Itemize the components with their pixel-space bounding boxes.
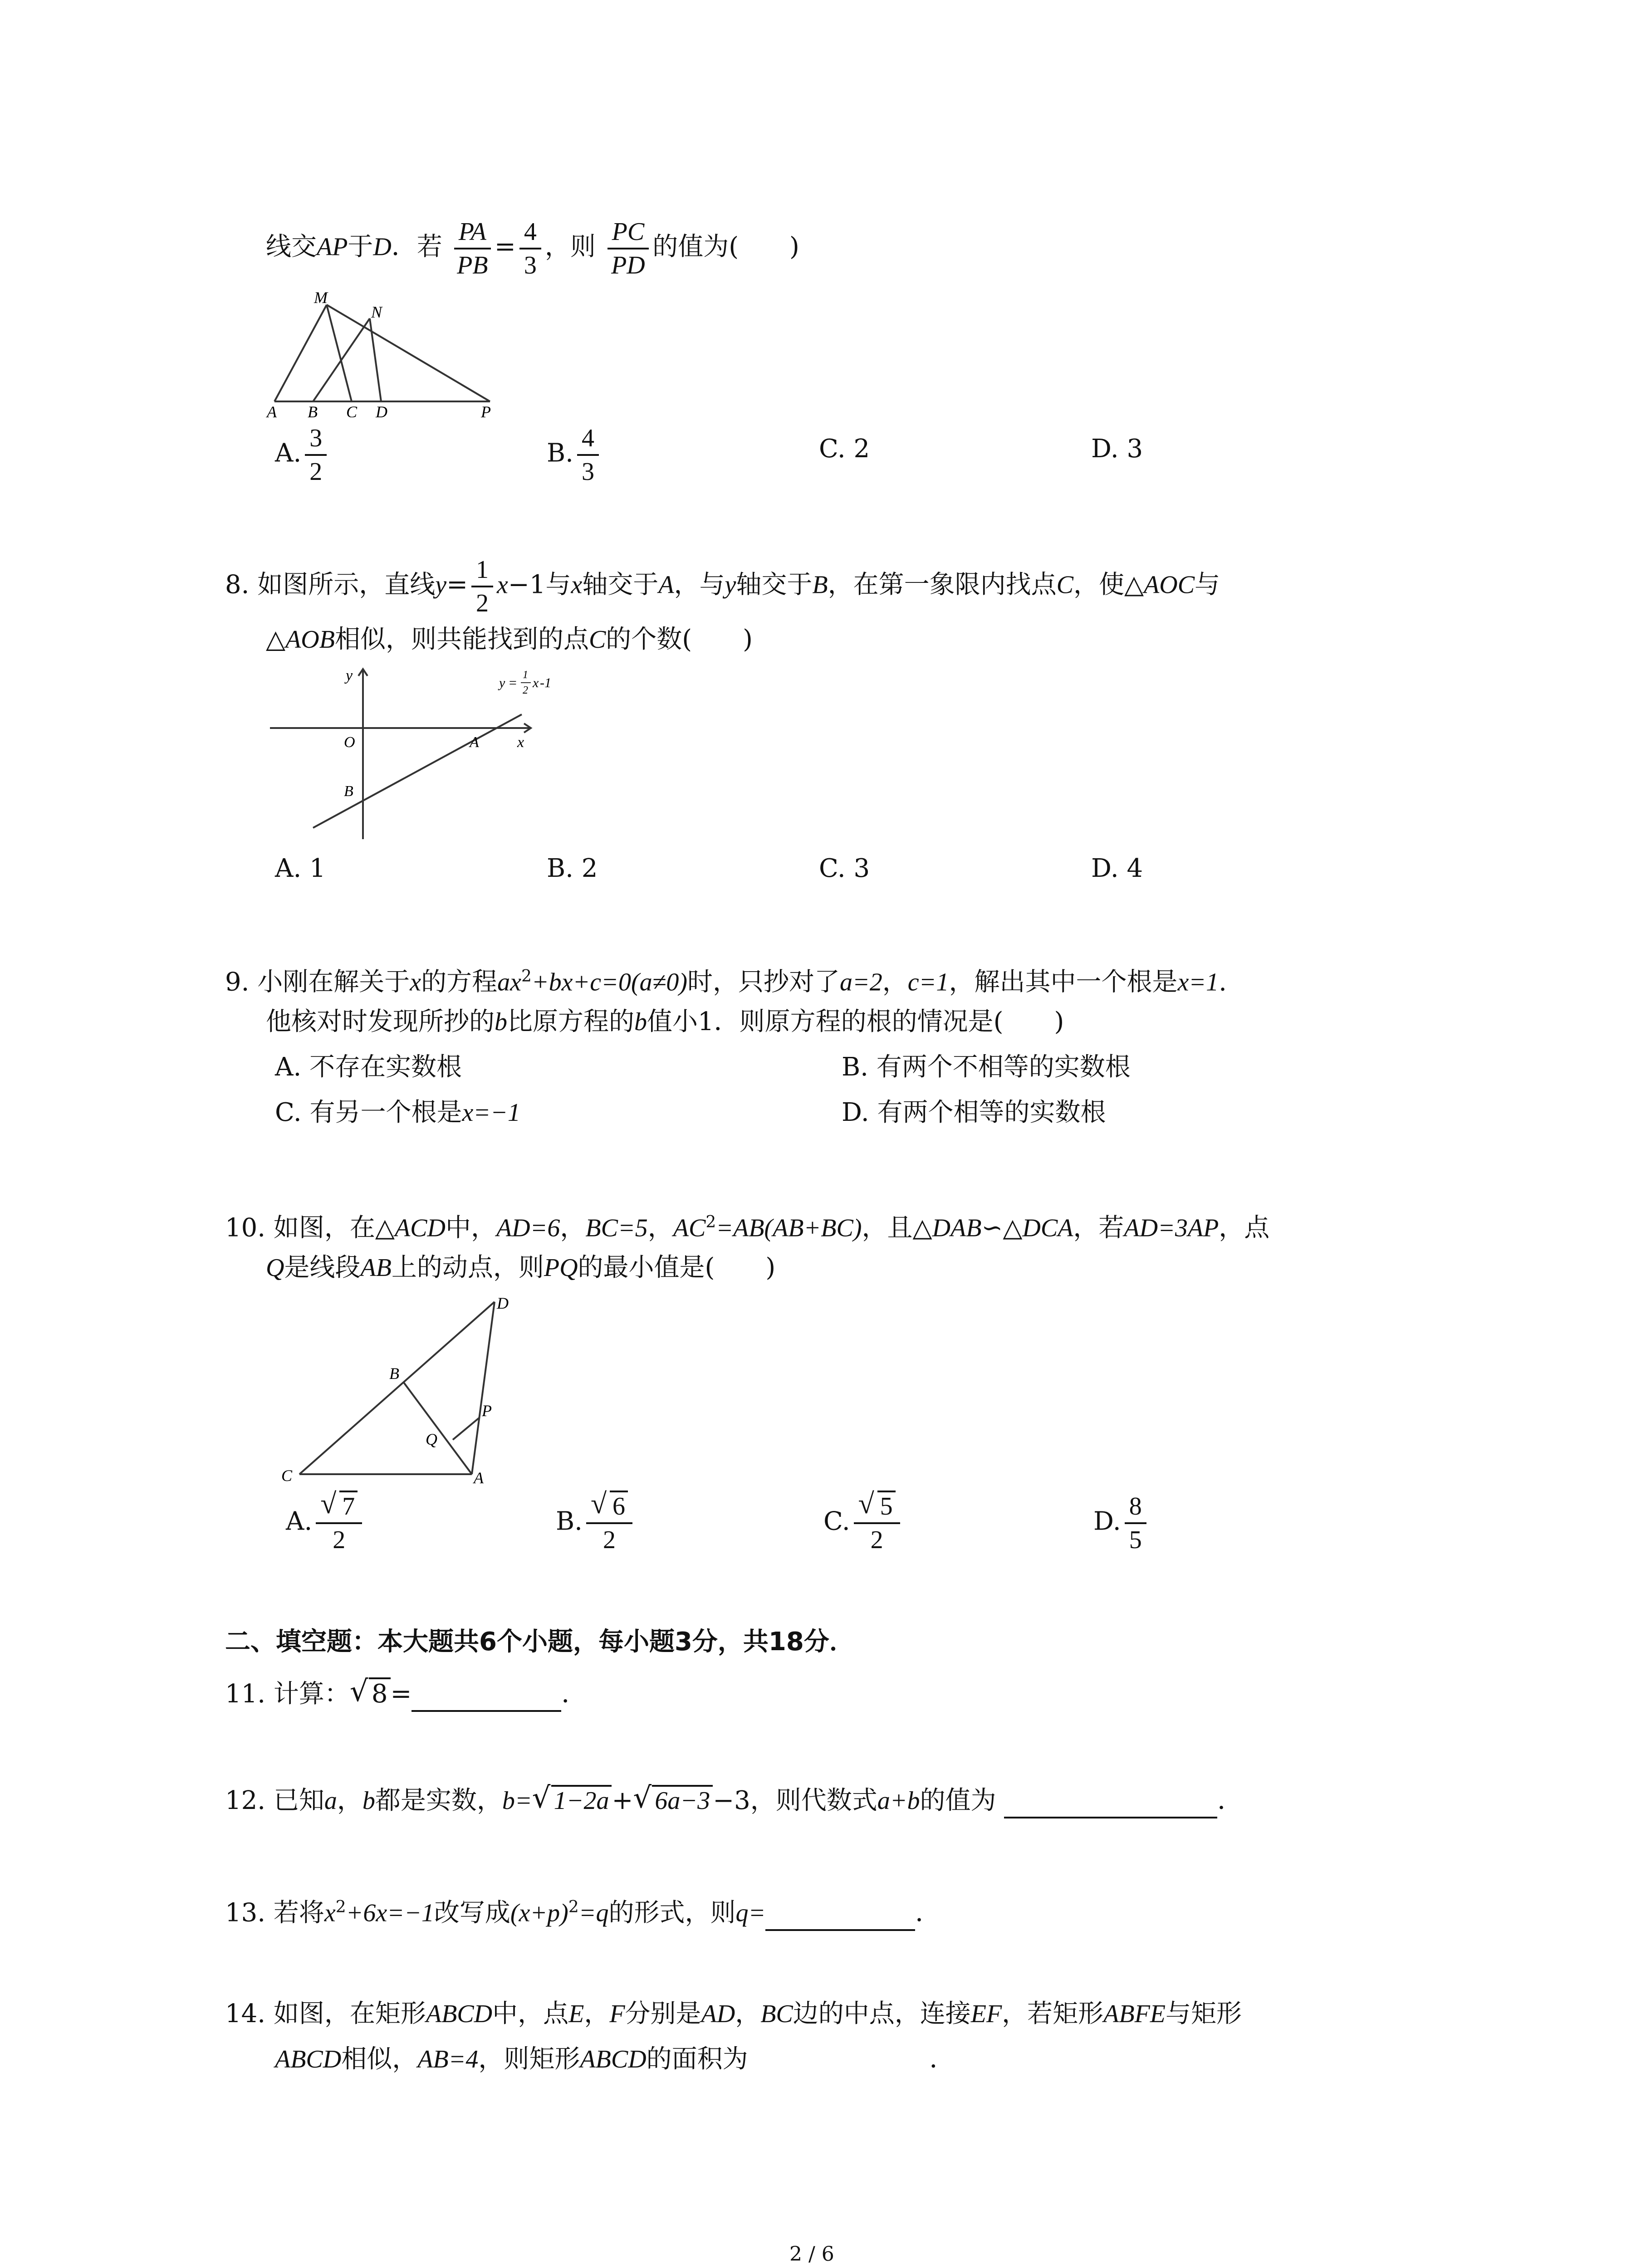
q10-fig-label-c: C [281,1466,293,1485]
q10-option-c[interactable]: C. √ 5 2 [823,1492,904,1554]
q10-stem-line1: 10. 如图，在△ACD中，AD=6，BC=5，$AC^2=AB(AB+BC)$，且△DAB∽△DCA，若AD=3AP，点 [225,1213,1270,1243]
q8-figure [263,660,554,846]
q9-option-a[interactable]: A. 不存在实数根 [275,1052,462,1082]
q12-stem: 12. 已知a，b都是实数，b= √ 1−2a + √ 6a−3 −3，则代数式a+b的值为 ． [225,1785,1243,1818]
q7-fig-label-d: D [376,403,387,417]
q8-fig-line-equation [498,669,551,696]
q10-option-d[interactable]: D. $\frac{8}{5}$ [1093,1492,1150,1554]
q10-stem-line2: Q是线段AB上的动点，则PQ的最小值是( ) [266,1253,776,1282]
q10-fig-label-d: D [497,1294,509,1312]
q7-option-c[interactable]: C. 2 [819,434,870,464]
q10-fig-label-p: P [482,1402,492,1420]
q14-stem-line2: ABCD相似，AB=4，则矩形ABCD的面积为 ． [275,2043,955,2075]
q14-answer-blank[interactable] [748,2043,930,2075]
svg-text:y: y [499,675,505,690]
q8-fig-label-y: y [346,667,353,684]
q11-stem: 11. 计算： √ 8 = ． [225,1678,587,1712]
q7-option-b[interactable]: B. $\frac{4}{3}$ [547,424,603,486]
q13-answer-blank[interactable] [765,1897,915,1931]
q7-fig-label-c: C [346,403,358,417]
q8-option-b[interactable]: B. 2 [547,854,598,883]
q7-frac-4-3: $\frac{4}{3}$ [519,218,541,279]
q7-frac-pa-pb: $\frac{PA}{PB}$ [454,218,491,279]
q8-option-d[interactable]: D. 4 [1091,854,1143,883]
q8-option-c[interactable]: C. 3 [819,854,870,883]
q8-stem-line1: 8. 如图所示，直线y= $\frac{1}{2}$ x−1与x轴交于A，与y轴交于B，在第一象限内找点C，使△AOC与 [225,556,1220,617]
q8-stem-line2: △AOB相似，则共能找到的点C的个数( ) [266,625,753,654]
q8-fig-label-a: A [470,734,479,751]
q7-figure [263,281,508,417]
q7-option-a[interactable]: A. $\frac{3}{2}$ [275,424,330,486]
q7-option-d[interactable]: D. 3 [1091,434,1143,464]
q10-option-a[interactable]: A. √ 7 2 [286,1492,366,1554]
svg-text:2: 2 [523,684,528,696]
q9-stem-line2: 他核对时发现所抄的b比原方程的b值小1．则原方程的根的情况是( ) [266,1007,1064,1036]
q7-fig-label-n: N [371,303,382,321]
q7-fig-label-a: A [267,403,277,417]
svg-text:x: x [533,675,539,690]
q8-fig-label-b: B [344,783,353,800]
q10-fig-label-b: B [389,1364,399,1383]
svg-text:-1: -1 [540,675,551,690]
q9-option-b[interactable]: B. 有两个不相等的实数根 [842,1052,1131,1082]
q10-figure [272,1288,535,1488]
q10-fig-label-a: A [474,1469,484,1487]
q7-stem: 线交AP于D．若 $\frac{PA}{PB}$ = $\frac{4}{3}$ ，则 $\frac{PC}{PD}$ 的值为( ) [266,218,799,279]
q11-answer-blank[interactable] [411,1678,561,1712]
q14-stem-line1: 14. 如图，在矩形ABCD中，点E，F分别是AD，BC边的中点，连接EF，若矩形ABFE与矩形 [225,1999,1242,2028]
page-number: 2 / 6 [789,2243,834,2266]
q9-option-d[interactable]: D. 有两个相等的实数根 [842,1098,1106,1127]
svg-text:1: 1 [523,669,528,681]
q13-stem: 13. 若将$x^2+6x=-1$改写成$(x+p)^2=q$的形式，则q= ． [225,1892,941,1931]
q8-fig-label-x: x [517,734,524,751]
q7-frac-pc-pd: $\frac{PC}{PD}$ [607,218,649,279]
section-2-heading: 二、填空题：本大题共6个小题，每小题3分，共18分． [225,1627,855,1657]
svg-text:=: = [508,675,518,690]
q8-fig-label-o: O [344,734,355,751]
q7-fig-label-m: M [314,288,328,307]
q8-option-a[interactable]: A. 1 [275,854,326,883]
q12-answer-blank[interactable] [1004,1785,1217,1818]
q10-option-b[interactable]: B. √ 6 2 [556,1492,636,1554]
q7-fig-label-p: P [481,403,491,417]
q10-fig-label-q: Q [426,1430,437,1448]
q9-stem-line1: 9. 小刚在解关于x的方程$ax^2+bx+c=0(a\ne 0)$时，只抄对了a=2，c=1，解出其中一个根是x=1. [225,967,1227,997]
q9-option-c[interactable]: C. 有另一个根是x=−1 [275,1098,520,1127]
q7-fig-label-b: B [308,403,318,417]
